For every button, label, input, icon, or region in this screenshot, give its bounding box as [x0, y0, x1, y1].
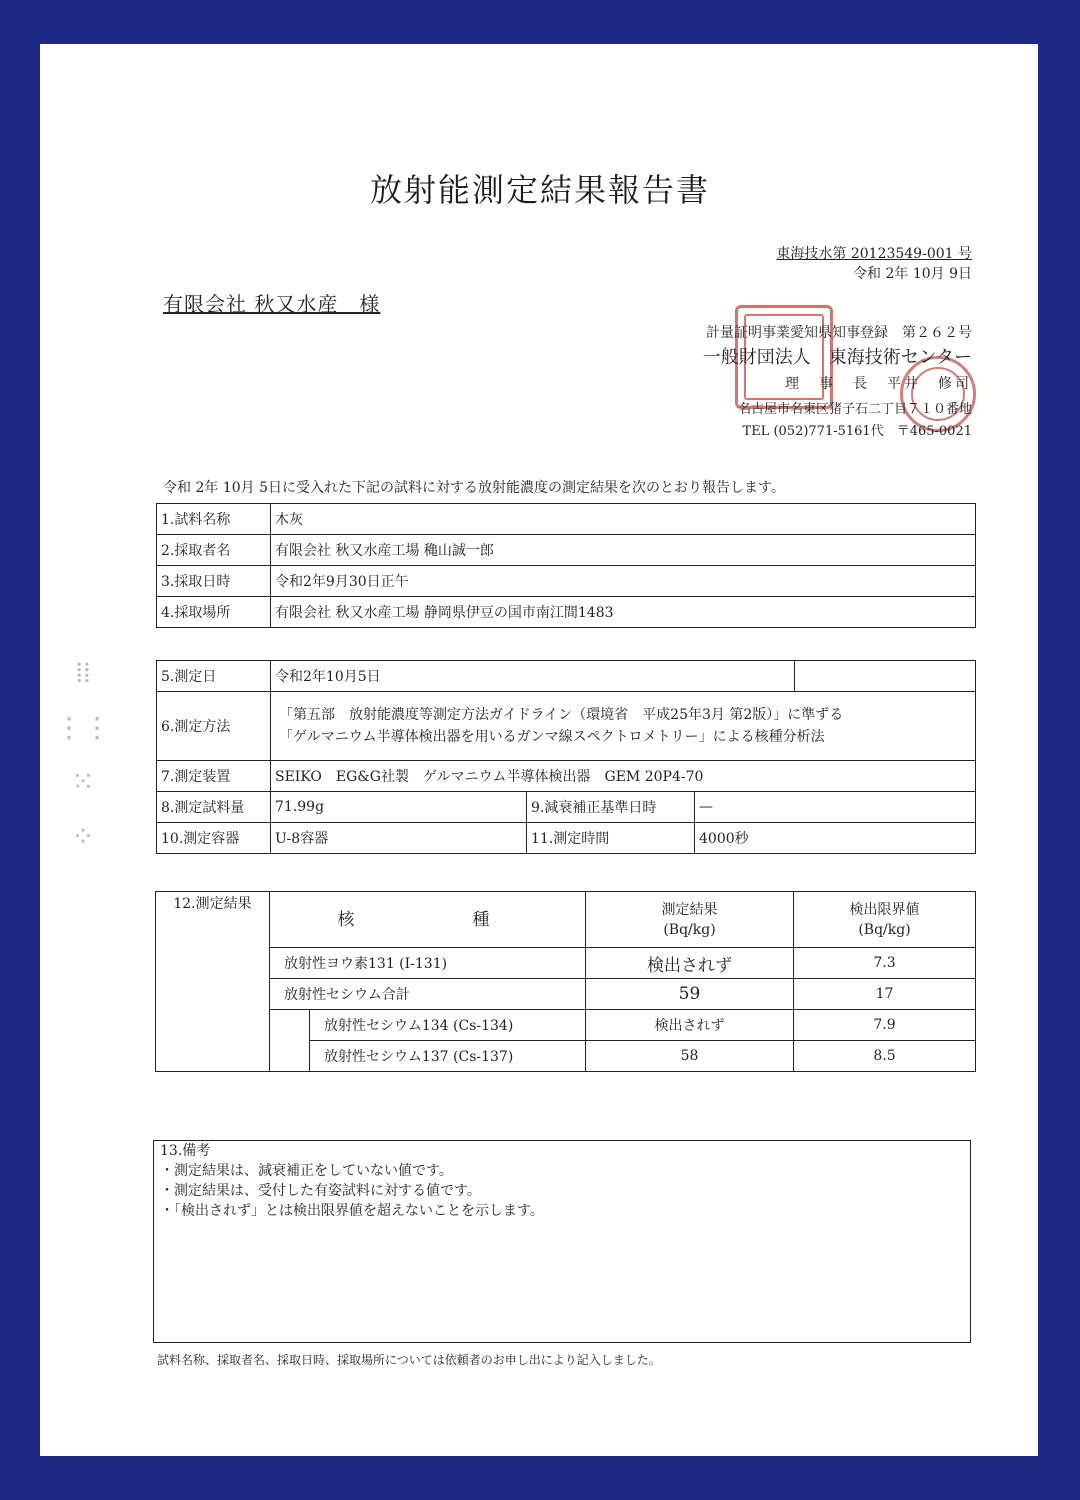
- header-result-unit: (Bq/kg): [663, 921, 716, 938]
- table-row: [157, 597, 976, 628]
- intro-text: 令和 2年 10月 5日に受入れた下記の試料に対する放射能濃度の測定結果を次のとおり報告します。: [163, 480, 785, 496]
- field-label: 5.測定日: [157, 661, 271, 692]
- nuclide-name: 放射性セシウム合計: [270, 979, 586, 1010]
- table-row: [156, 948, 976, 979]
- method-line: 「ゲルマニウム半導体検出器を用いるガンマ線スペクトロメトリー」による核種分析法: [279, 729, 825, 745]
- limit-value: 17: [794, 979, 976, 1010]
- issuer-organization: 一般財団法人 東海技術センター: [702, 347, 972, 368]
- field-label: 2.採取者名: [157, 535, 271, 566]
- limit-value: 7.9: [794, 1010, 976, 1041]
- field-label: 9.減衰補正基準日時: [527, 792, 695, 823]
- header-limit: [794, 892, 976, 948]
- field-value: [271, 692, 976, 761]
- field-label: 10.測定容器: [157, 823, 271, 854]
- field-value: 木灰: [271, 504, 976, 535]
- table-header-row: [156, 892, 976, 948]
- result-value: 検出されず: [586, 948, 794, 979]
- header-nuclide: 核 種: [270, 892, 586, 948]
- header-limit-title: 検出限界値: [849, 901, 920, 918]
- nuclide-name: 放射性セシウム137 (Cs-137): [310, 1041, 586, 1072]
- field-label: 3.採取日時: [157, 566, 271, 597]
- issue-date: 令和 2年 10月 9日: [853, 266, 972, 282]
- header-result: [586, 892, 794, 948]
- field-value: 有限会社 秋又水産工場 穐山誠一郎: [271, 535, 976, 566]
- table-row: [157, 692, 976, 761]
- method-line: 「第五部 放射能濃度等測定方法ガイドライン（環境省 平成25年3月 第2版）」に準ずる: [279, 707, 844, 723]
- remark-line: ・測定結果は、受付した有姿試料に対する値です。: [160, 1183, 481, 1199]
- field-value: —: [695, 792, 976, 823]
- footnote: 試料名称、採取者名、採取日時、採取場所については依頼者のお申し出により記入しました。: [157, 1353, 661, 1367]
- field-label: 1.試料名称: [157, 504, 271, 535]
- remark-line: ・測定結果は、減衰補正をしていない値です。: [160, 1163, 453, 1179]
- results-section-label: 12.測定結果: [156, 892, 270, 1072]
- field-label: 7.測定装置: [157, 761, 271, 792]
- result-value: 59: [586, 979, 794, 1010]
- document-title: 放射能測定結果報告書: [369, 171, 710, 209]
- nuclide-name: 放射性ヨウ素131 (I-131): [270, 948, 586, 979]
- field-label: 6.測定方法: [157, 692, 271, 761]
- client-name: 有限会社 秋又水産 様: [163, 292, 381, 316]
- header-result-title: 測定結果: [661, 901, 718, 918]
- result-value: 58: [586, 1041, 794, 1072]
- field-value: 71.99g: [271, 792, 527, 823]
- remarks-label: 13.備考: [160, 1143, 211, 1159]
- field-value: 令和2年9月30日正午: [271, 566, 976, 597]
- field-value: U-8容器: [271, 823, 527, 854]
- field-value: 4000秒: [695, 823, 976, 854]
- side-watermark: ⁞⁞ ⋮⋮ ⁙ ⁘: [55, 656, 111, 853]
- table-row: [157, 823, 976, 854]
- header-limit-unit: (Bq/kg): [858, 921, 911, 938]
- results-table: [155, 891, 976, 1072]
- field-value: 有限会社 秋又水産工場 静岡県伊豆の国市南江間1483: [271, 597, 976, 628]
- empty-cell: [795, 661, 976, 692]
- table-row: [157, 504, 976, 535]
- limit-value: 8.5: [794, 1041, 976, 1072]
- indent-cell: [270, 1010, 310, 1072]
- table-row: [156, 1010, 976, 1041]
- field-value: SEIKO EG&G社製 ゲルマニウム半導体検出器 GEM 20P4-70: [271, 761, 976, 792]
- remark-line: ・「検出されず」とは検出限界値を超えないことを示します。: [160, 1203, 544, 1219]
- reference-number: 東海技水第 20123549-001 号: [776, 246, 972, 262]
- result-value: 検出されず: [586, 1010, 794, 1041]
- table-row: [156, 979, 976, 1010]
- nuclide-name: 放射性セシウム134 (Cs-134): [310, 1010, 586, 1041]
- issuer-address: 名古屋市名東区猪子石二丁目７１０番地: [737, 402, 972, 417]
- issuer-tel: TEL (052)771-5161代 〒465-0021: [742, 424, 972, 439]
- measurement-info-table: [156, 660, 976, 854]
- table-row: [157, 661, 976, 692]
- field-label: 11.測定時間: [527, 823, 695, 854]
- issuer-registration: 計量証明事業愛知県知事登録 第２６２号: [706, 325, 972, 341]
- table-row: [157, 761, 976, 792]
- field-value: 令和2年10月5日: [271, 661, 795, 692]
- table-row: [157, 792, 976, 823]
- limit-value: 7.3: [794, 948, 976, 979]
- field-label: 4.採取場所: [157, 597, 271, 628]
- issuer-representative: 理 事 長 平井 修司: [785, 376, 972, 392]
- field-label: 8.測定試料量: [157, 792, 271, 823]
- remarks-box: [153, 1140, 971, 1343]
- table-row: [157, 535, 976, 566]
- table-row: [157, 566, 976, 597]
- sample-info-table: [156, 503, 976, 628]
